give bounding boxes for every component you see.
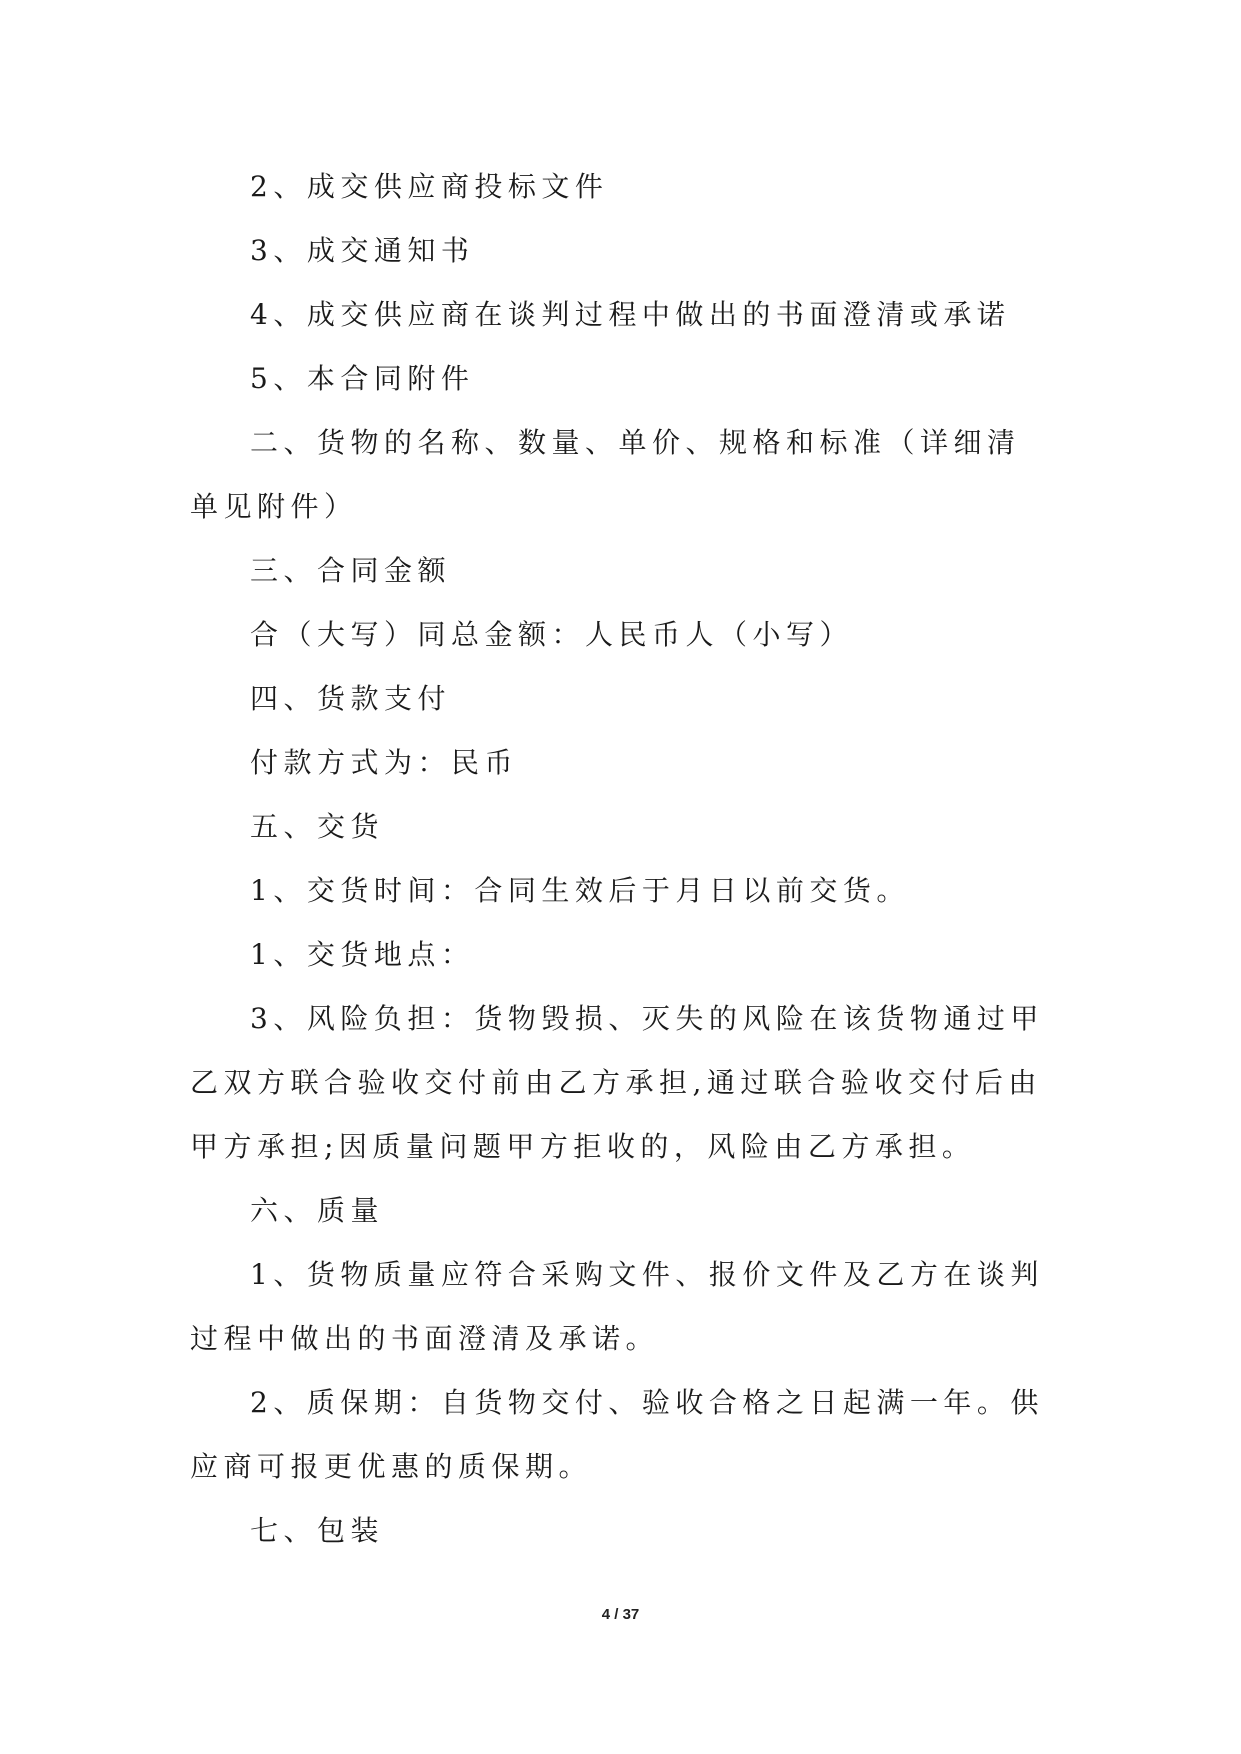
section-heading: 三、合同金额 (250, 554, 452, 587)
paragraph: 二、货物的名称、数量、单价、规格和标准（详细清单见附件） (190, 426, 1021, 523)
paragraph: 3、成交通知书 (250, 234, 475, 267)
paragraph: 1、交货地点： (250, 938, 475, 971)
section-heading: 五、交货 (250, 810, 385, 843)
paragraph: 2、成交供应商投标文件 (250, 170, 609, 203)
section-heading: 七、包装 (250, 1514, 385, 1547)
document-body (190, 155, 1052, 1563)
paragraph: 3、风险负担：货物毁损、灭失的风险在该货物通过甲乙双方联合验收交付前由乙方承担,通过联合验收交付后由甲方承担;因质量问题甲方拒收的，风险由乙方承担。 (190, 1002, 1044, 1163)
section-heading: 六、质量 (250, 1194, 385, 1227)
page-number: 4 / 37 (601, 1606, 640, 1623)
paragraph: 合（大写）同总金额：人民币人（小写） (250, 618, 854, 651)
paragraph: 5、本合同附件 (250, 362, 475, 395)
paragraph: 4、成交供应商在谈判过程中做出的书面澄清或承诺 (250, 298, 1011, 331)
section-heading: 四、货款支付 (250, 682, 452, 715)
paragraph: 2、质保期：自货物交付、验收合格之日起满一年。供应商可报更优惠的质保期。 (190, 1386, 1044, 1483)
paragraph: 1、货物质量应符合采购文件、报价文件及乙方在谈判过程中做出的书面澄清及承诺。 (190, 1258, 1044, 1355)
paragraph: 付款方式为：民币 (250, 746, 519, 779)
paragraph: 1、交货时间：合同生效后于月日以前交货。 (250, 874, 910, 907)
